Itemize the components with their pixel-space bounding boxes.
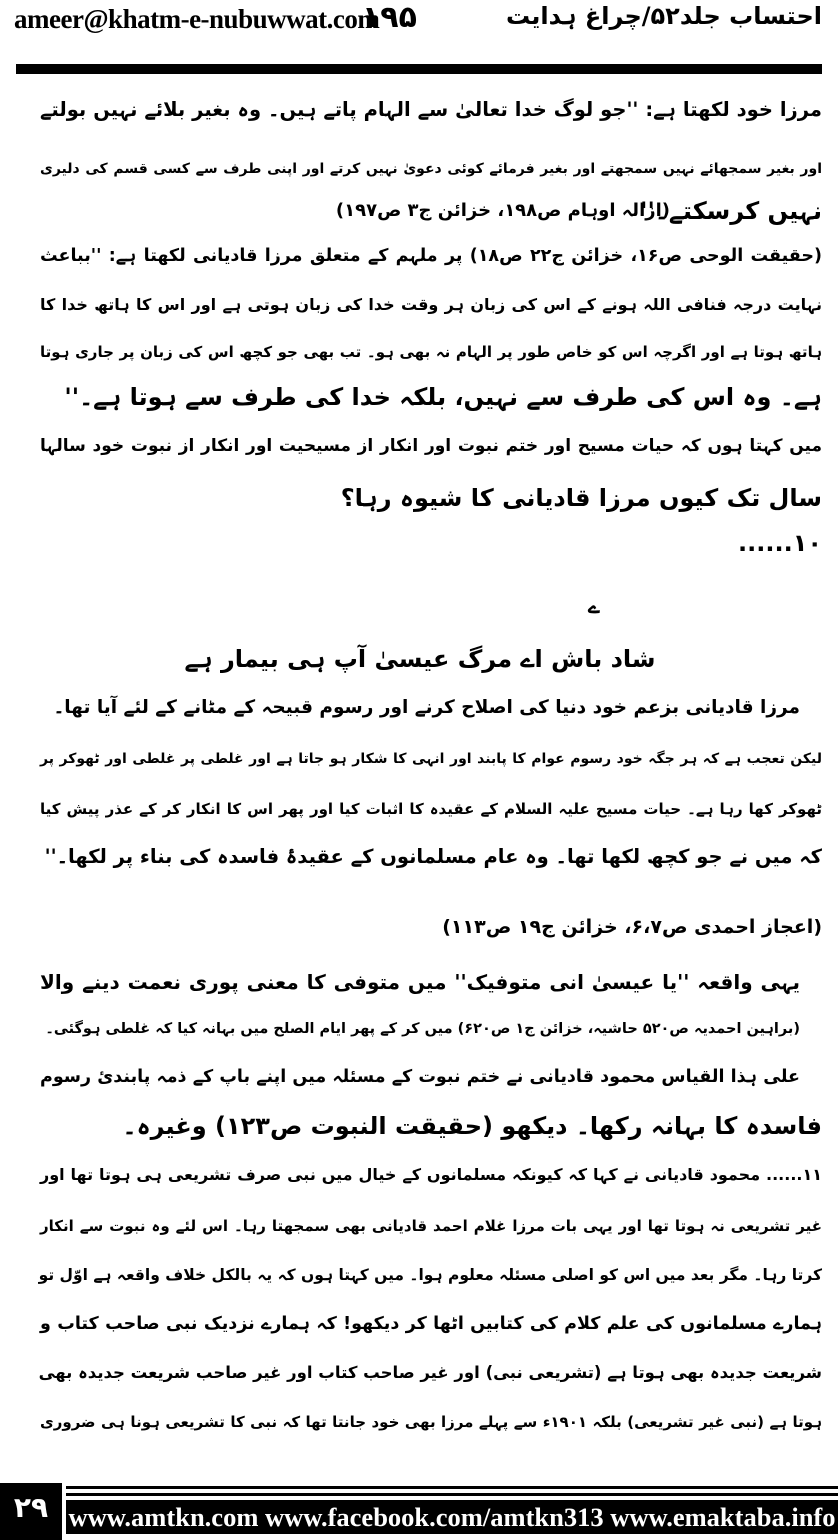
citation-ijaz: (اعجاز احمدی ص۶،۷، خزائن ج۱۹ ص۱۱۳) [442, 916, 822, 938]
citation-izala: (ازالہ اوہام ص۱۹۸، خزائن ج۳ ص۱۹۷) [335, 200, 670, 221]
section-heading: شاد باش اے مرگ عیسیٰ آپ ہی بیمار ہے [184, 645, 656, 673]
text-line: اور بغیر سمجھائے نہیں سمجھتے اور بغیر فرمائے کوئی دعویٰ نہیں کرتے اور اپنی طرف سے کسی قسم کی دلیری [40, 161, 822, 177]
text-line: غیر تشریعی نہ ہوتا تھا اور یہی بات مرزا غلام احمد قادیانی بھی سمجھتا رہا۔ اس لئے وہ نبوت سے انکار [40, 1217, 822, 1235]
header-page-number: ۱۹۵ [362, 0, 417, 35]
text-line: کہ میں نے جو کچھ لکھا تھا۔ وہ عام مسلمانوں کے عقیدۂ فاسدہ کی بناء پر لکھا۔'' [44, 845, 822, 868]
header-book-title: احتساب جلد۵۲/چراغ ہدایت [505, 2, 822, 30]
text-line: میں کہتا ہوں کہ حیات مسیح اور ختم نبوت اور انکار از مسیحیت اور انکار از نبوت خود سالہا [40, 436, 822, 456]
text-line: ہے۔ وہ اس کی طرف سے نہیں، بلکہ خدا کی طرف سے ہوتا ہے۔'' [64, 383, 822, 411]
small-mark: ے [588, 594, 600, 618]
header-rule [16, 64, 822, 74]
text-line: ٹھوکر کھا رہا ہے۔ حیات مسیح علیہ السلام کے عقیدہ کا اثبات کیا اور پھر اس کا انکار کر کے عذر پیش کیا [40, 800, 822, 818]
footer-websites: www.amtkn.com www.facebook.com/amtkn313 www.emaktaba.info [66, 1500, 838, 1534]
footer-rule [66, 1493, 838, 1496]
footer-page-box: ۲۹ [0, 1483, 62, 1540]
text-line: ہوتا ہے (نبی غیر تشریعی) بلکہ ۱۹۰۱ء سے پہلے مرزا بھی خود جانتا تھا کہ نبی کا تشریعی ہونا ہی ضروری [40, 1413, 822, 1431]
text-line: مرزا قادیانی بزعم خود دنیا کی اصلاح کرنے اور رسوم قبیحہ کے مٹانے کے لئے آیا تھا۔ [53, 697, 800, 718]
text-line: نہیں کرسکتے۔'' [640, 197, 822, 225]
text-line: مرزا خود لکھتا ہے: ''جو لوگ خدا تعالیٰ سے الہام پاتے ہیں۔ وہ بغیر بلائے نہیں بولتے [40, 98, 822, 121]
section-number-10: ۱۰...... [738, 529, 822, 557]
text-line: یہی واقعہ ''یا عیسیٰ انی متوفیک'' میں متوفی کا معنی پوری نعمت دینے والا [40, 970, 800, 994]
text-line: فاسدہ کا بہانہ رکھا۔ دیکھو (حقیقت النبوت ص۱۲۳) وغیرہ۔ [122, 1112, 822, 1140]
footer-rule [66, 1486, 838, 1489]
text-line: شریعت جدیدہ بھی ہوتا ہے (تشریعی نبی) اور غیر صاحب کتاب اور غیر صاحب شریعت جدیدہ بھی [38, 1363, 822, 1382]
text-line: ہاتھ ہوتا ہے اور اگرچہ اس کو خاص طور پر الہام نہ بھی ہو۔ تب بھی جو کچھ اس کی زبان پر جاری ہوتا [40, 343, 822, 361]
text-line: ہمارے مسلمانوں کی علم کلام کی کتابیں اٹھا کر دیکھو! کہ ہمارے نزدیک نبی صاحب کتاب و [40, 1314, 822, 1334]
text-line: علی ہذا القیاس محمود قادیانی نے ختم نبوت کے مسئلہ میں اپنے باپ کے ذمہ پابندیٔ رسوم [40, 1067, 800, 1087]
text-line: سال تک کیوں مرزا قادیانی کا شیوہ رہا؟ [340, 484, 822, 512]
text-line: (براہین احمدیہ ص۵۲۰ حاشیہ، خزائن ج۱ ص۶۲۰) میں کر کے پھر ایام الصلح میں بہانہ کیا کہ غلطی ہوگئی۔ [45, 1021, 800, 1037]
text-line: ۱۱...... محمود قادیانی نے کہا کہ کیونکہ مسلمانوں کے خیال میں نبی صرف تشریعی ہی ہوتا تھا اور [40, 1165, 822, 1184]
text-line: کرتا رہا۔ مگر بعد میں اس کو اصلی مسئلہ معلوم ہوا۔ میں کہتا ہوں کہ یہ بالکل خلاف واقعہ ہے اوّل تو [38, 1266, 822, 1284]
text-line: نہایت درجہ فنافی اللہ ہونے کے اس کی زبان ہر وقت خدا کی زبان ہوتی ہے اور اس کا ہاتھ خدا کا [40, 295, 822, 314]
text-line: (حقیقت الوحی ص۱۶، خزائن ج۲۲ ص۱۸) پر ملہم کے متعلق مرزا قادیانی لکھتا ہے: ''بباعث [40, 246, 822, 266]
text-line: لیکن تعجب ہے کہ ہر جگہ خود رسوم عوام کا پابند اور انہی کا شکار ہو جاتا ہے اور غلطی پر غلطی اور ٹھوکر پر [40, 751, 822, 767]
header-email: ameer@khatm-e-nubuwwat.com [14, 4, 380, 34]
